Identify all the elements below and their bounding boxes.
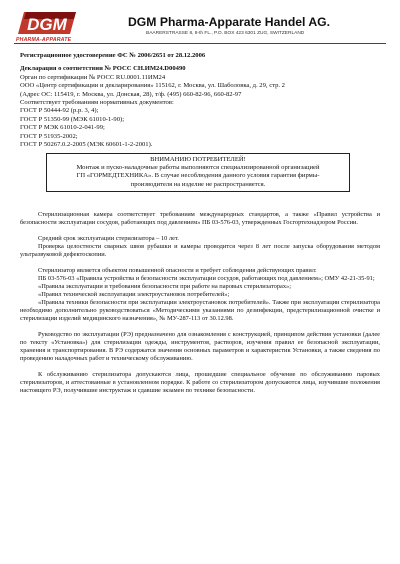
paragraph: «Правил технической эксплуатации электроустановок потребителей»; bbox=[38, 291, 230, 298]
ooo-line-1: ООО «Центр сертификации и декларирования» 115162, г. Москва, ул. Шаболовка, д. 29, стр. 2 bbox=[20, 82, 285, 90]
organ-line: Орган по сертификации № РОСС RU.0001.11ИМ24 bbox=[20, 73, 166, 81]
header-divider bbox=[14, 43, 386, 44]
paragraph: «Правила техники безопасности при эксплуатации электроустановок потребителей». Также при эксплуатации стерилизатора необходимо дополнительно руководствоваться «Методическими указаниями по дезинфекции, предстерилизационной очистке и стерилизации изделий медицинского назначения», № МУ-287-113 от 30.12.98. bbox=[20, 299, 380, 322]
paragraph: Средний срок эксплуатации стерилизатора – 10 лет. bbox=[38, 235, 179, 242]
notice-line-1: Монтаж и пуско-наладочные работы выполняются специализированной организацией bbox=[76, 164, 320, 172]
paragraph: «Правила эксплуатации и требования безопасности при работе на паровых стерилизаторах»; bbox=[38, 283, 292, 290]
certification-block bbox=[20, 52, 380, 149]
company-address: BAARERSTRASSE 8, 8-th FL., P.O. BOX 423 6301 ZUG, SWITZERLAND bbox=[146, 31, 305, 36]
body-text bbox=[20, 211, 380, 395]
gost-item: ГОСТ Р 51935-2002; bbox=[20, 132, 78, 140]
notice-line-3: производителя на изделие не распространяется. bbox=[130, 180, 266, 188]
paragraph: Проверка целостности сварных швов рубашки и камеры проводится через 8 лет после запуска оборудования методом ультразвуковой дефектоскопии. bbox=[20, 243, 380, 258]
consumer-notice-box bbox=[46, 153, 350, 192]
declaration-line: Декларация о соответствии № РОСС CH.ИМ24.D00490 bbox=[20, 65, 186, 73]
norm-line: Соответствует требованиям нормативных документов: bbox=[20, 99, 174, 107]
paragraph: ПБ 03-576-03 «Правила устройства и безопасности эксплуатации сосудов, работающих под давлением»; ОМУ 42-21-35-91; bbox=[38, 275, 375, 282]
gost-item: ГОСТ Р 51350-99 (МЭК 61010-1-90); bbox=[20, 115, 125, 123]
gost-item: ГОСТ Р МЭК 61010-2-041-99; bbox=[20, 124, 105, 132]
paragraph: Руководство по эксплуатации (РЭ) предназначено для ознакомления с конструкцией, принципом действия установки (далее по тексту «Установка») для стерилизации одежды, инструментов, растворов, изучения правил ее безопасной эксплуатации, хранения и транспортирования. В РЭ содержатся значения основных параметров и характеристик Установки, а также сведения по проведению наладочных работ и техническому обслуживанию. bbox=[20, 331, 380, 362]
paragraph: Стерилизационная камера соответствует требованиям международных стандартов, а также «Правил устройства и безопасности эксплуатации сосудов, работающих под давлением» ПБ 03-576-03, утвержденных Госгортехнадзором России. bbox=[20, 211, 380, 226]
paragraph: Стерилизатор является объектом повышенной опасности и требует соблюдения действующих правил: bbox=[38, 267, 317, 274]
logo-subtitle: PHARMA-APPARATE bbox=[16, 37, 72, 43]
notice-title: ВНИМАНИЮ ПОТРЕБИТЕЛЕЙ! bbox=[150, 156, 246, 163]
gost-item: ГОСТ Р 50267.0.2-2005 (МЭК 60601-1-2-2001). bbox=[20, 141, 153, 149]
logo-text: DGM bbox=[27, 15, 67, 34]
dgm-logo bbox=[16, 8, 78, 36]
company-name: DGM Pharma-Apparate Handel AG. bbox=[128, 15, 331, 29]
gost-item: ГОСТ Р 50444-92 (р.р. 3, 4); bbox=[20, 107, 99, 115]
ooo-line-2: (Адрес ОС: 115419, г. Москва, ул. Донская, 28), т/ф. (495) 660-82-96, 660-82-97 bbox=[20, 90, 242, 98]
registration-line: Регистрационное удостоверение ФС № 2006/2651 от 28.12.2006 bbox=[20, 52, 206, 59]
paragraph: К обслуживанию стерилизатора допускаются лица, прошедшие специальное обучение по обслуживанию паровых стерилизаторов, и аттестованные в установленном порядке. К работе со стерилизатором допускаются лица, изучившие положения настоящего РЭ, получившие инструктаж и сдавшие экзамен по технике безопасности. bbox=[20, 371, 380, 394]
notice-line-2: ГП «ГОРМЕДТЕХНИКА». В случае несоблюдения данного условия гарантия фирмы- bbox=[76, 172, 320, 180]
